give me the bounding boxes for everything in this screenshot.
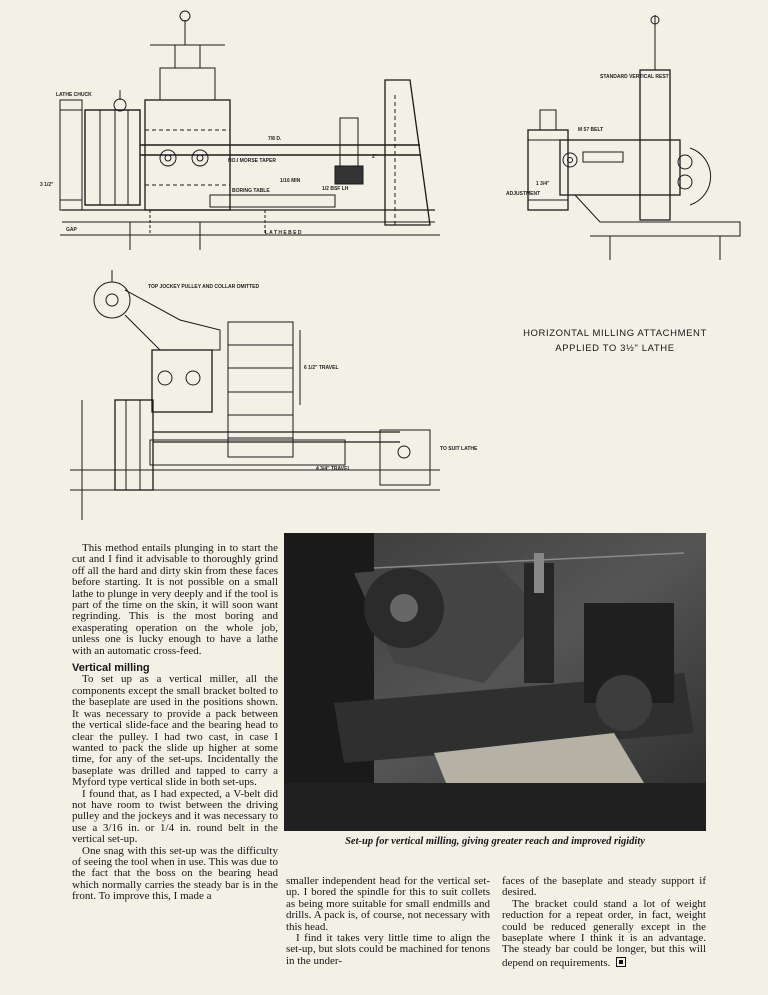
label-gap: GAP [66, 227, 77, 233]
paragraph: To set up as a vertical miller, all the components except the small bracket bolted to the baseplate are used in the positions shown. It was necessary to provide a pack between the vertical slide-face and the bearing head to clear the pulley. I had two cast, in case I wanted to pack the slide up higher at some time, for any of the set-ups. Incidentally the baseplate was drilled and tapped to carry a Myford type vertical slide in both set-ups. [72, 673, 278, 789]
label-adjustment: ADJUSTMENT [506, 191, 541, 197]
vertical-rest [640, 70, 670, 220]
section-heading: Vertical milling [72, 662, 150, 675]
drawing-caption [500, 326, 730, 356]
paragraph: I found that, as I had expected, a V-belt did not have room to twist between the driving pulley and the jockeys and it was necessary to use a 3/16 in. or 1/4 in. round belt in the vertical set-up. [72, 787, 278, 846]
label-boring-table: BORING TABLE [232, 188, 270, 194]
vertical-slide [228, 322, 293, 457]
label-six-half-travel: 6 1/2" TRAVEL [304, 365, 339, 371]
paragraph: This method entails plunging in to start the cut and I find it advisable to thoroughly grind off all the hard and dirty skin from these faces before starting. It is not possible on a small lathe to plunge in very deeply and if the tool is part of the time on the skin, it will soon want regrinding. This is the most boring and exasperating operation on the whole job, unless one is lucky enough to have a lathe with an automatic cross-feed. [72, 542, 278, 657]
drawing-caption-line1: HORIZONTAL MILLING ATTACHMENT [523, 328, 707, 339]
label-bsf: 1/2 BSF LH [322, 186, 349, 192]
label-m57-belt: M 57 BELT [578, 127, 604, 133]
end-mark-icon [616, 957, 626, 967]
photo-caption: Set-up for vertical milling, giving greater reach and improved rigidity [345, 836, 645, 847]
label-lathe-chuck: LATHE CHUCK [56, 92, 92, 98]
paragraph [502, 899, 706, 969]
lathe-chuck-body [60, 100, 82, 210]
paragraph: smaller independent head for the vertical set-up. I bored the spindle for this to suit collets as being more suitable for small endmills and drills. A pack is, of course, not necessary with this head. [286, 875, 490, 933]
vertical-pulley [528, 130, 568, 210]
label-four-three-quarter-travel: 4 3/4" TRAVEL [316, 466, 351, 472]
label-morse-taper: NO.I MORSE TAPER [228, 158, 276, 164]
paragraph: I find it takes very little time to align the set-up, but slots could be machined for tenons in the under- [286, 932, 490, 967]
drawing-caption-line2: APPLIED TO 3½" LATHE [555, 343, 675, 354]
drive-pulley [85, 110, 140, 205]
column-2 [286, 876, 490, 967]
steady-support [385, 80, 430, 225]
label-to-suit-lathe: TO SUIT LATHE [440, 446, 478, 452]
label-standard-vertical-rest: STANDARD VERTICAL REST [600, 74, 669, 80]
label-seven-eighths: 7/8 D. [268, 136, 282, 142]
label-minimum: 1/16 MIN [280, 178, 301, 184]
photo-vertical-milling-setup [284, 533, 706, 831]
column-1 [72, 543, 278, 903]
label-two-inch: 2" [372, 154, 378, 160]
paragraph: faces of the baseplate and steady support if desired. [502, 875, 706, 899]
photo-illustration [284, 533, 706, 831]
label-lathe-bed: L A T H E B E D [265, 230, 302, 236]
paragraph: One snag with this set-up was the difficulty of seeing the tool when in use. This was due to the fact that the boss on the bearing head which normally carries the steady bar is in the front. To improve this, I made a [72, 844, 279, 903]
column-3 [502, 876, 706, 969]
label-top-jockey: TOP JOCKEY PULLEY AND COLLAR OMITTED [148, 284, 260, 290]
label-three-half: 3 1/2" [40, 182, 54, 188]
paragraph-text: The bracket could stand a lot of weight reduction for a repeat order, in fact, weight could be reduced generally except in the baseplate where I think it is an advantage. The steady bar could be longer, but this will depend on requirements. [502, 897, 706, 969]
label-one-three-quarter: 1 3/4" [536, 181, 550, 187]
